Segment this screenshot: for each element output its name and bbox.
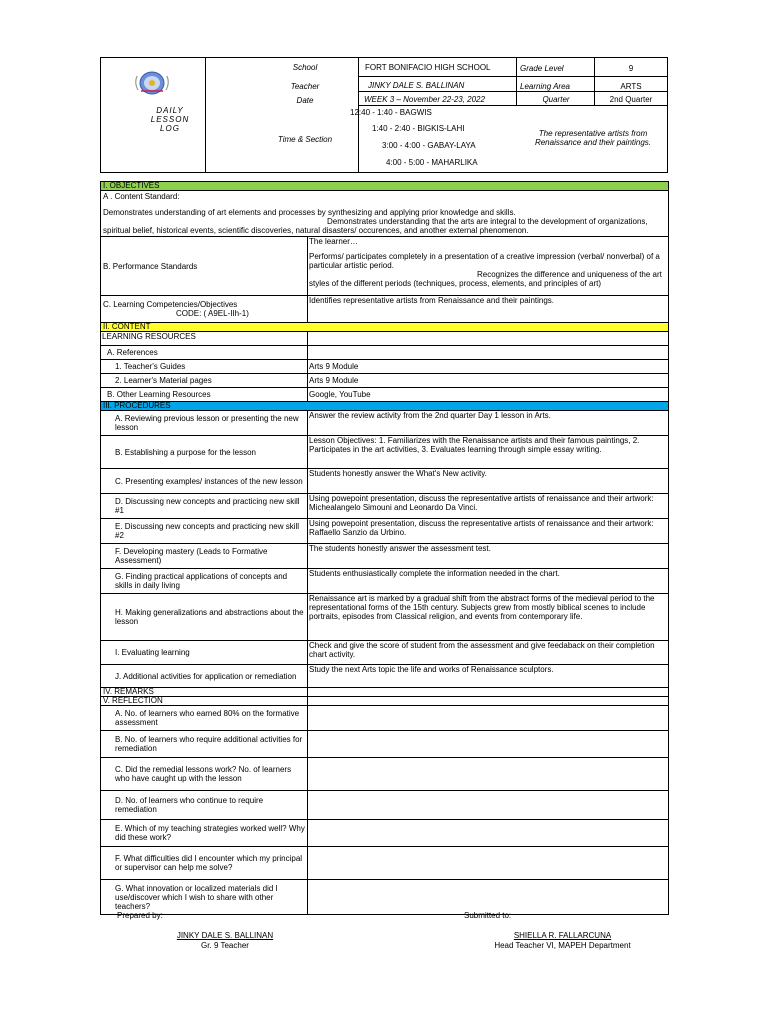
learners-pages-row — [101, 374, 669, 388]
references-row — [101, 346, 669, 360]
reflection-label: A. No. of learners who earned 80% on the formative assessment — [101, 706, 308, 731]
teachers-guides-value: Arts 9 Module — [308, 360, 669, 374]
competencies-text: Identifies representative artists from Renaissance and their paintings. — [308, 296, 669, 323]
header-divider — [358, 91, 668, 92]
procedure-row — [101, 469, 669, 494]
procedure-text: Renaissance art is marked by a gradual shift from the abstract forms of the medieval period to the representational forms of the 15th century. Subjects grew from mostly biblical scenes to include portraits, episodes from Classical religion, and events from contemporary life. — [308, 594, 669, 641]
prepared-by-name: JINKY DALE S. BALLINAN — [176, 931, 274, 940]
header-divider — [358, 76, 668, 77]
reflection-label: G. What innovation or localized materials did I use/discover which I wish to share with other teachers? — [101, 880, 308, 915]
learning-area-value: ARTS — [620, 82, 642, 91]
resources-heading: LEARNING RESOURCES — [101, 332, 308, 346]
procedure-label: E. Discussing new concepts and practicing new skill #2 — [101, 519, 308, 544]
header-divider — [358, 105, 668, 106]
other-resources-row — [101, 388, 669, 402]
teacher-label: Teacher — [290, 82, 320, 91]
performance-line-2: Performs/ participates completely in a presentation of a creative impression (verbal/ nonverbal) of a particular artistic period. — [309, 252, 660, 270]
procedure-text: Using powepoint presentation, discuss the representative artists of renaissance and their artwork: Raffaello Sanzio da Urbino. — [308, 519, 669, 544]
reflection-row — [101, 791, 669, 820]
procedure-text: Study the next Arts topic the life and works of Renaissance sculptors. — [308, 665, 669, 688]
competencies-label: C. Learning Competencies/Objectives — [103, 300, 238, 309]
reflection-label: B. No. of learners who require additional activities for remediation — [101, 731, 308, 758]
procedure-row — [101, 494, 669, 519]
header-divider — [594, 57, 595, 106]
reflection-row — [101, 758, 669, 791]
procedure-text: Students honestly answer the What's New activity. — [308, 469, 669, 494]
procedure-row — [101, 665, 669, 688]
procedure-text: Answer the review activity from the 2nd quarter Day 1 lesson in Arts. — [308, 411, 669, 436]
content-standard-label: A . Content Standard: — [103, 192, 180, 201]
prepared-by-title: Gr. 9 Teacher — [201, 941, 249, 950]
prepared-by-label: Prepared by: — [117, 911, 163, 920]
procedure-label: G. Finding practical applications of concepts and skills in daily living — [101, 569, 308, 594]
lesson-log-table — [100, 181, 669, 915]
teachers-guides-label: 1. Teacher's Guides — [101, 360, 308, 374]
procedure-row — [101, 411, 669, 436]
procedures-heading: III. PROCEDURES — [101, 402, 669, 411]
procedure-row — [101, 569, 669, 594]
teachers-guides-row — [101, 360, 669, 374]
references-label: A. References — [101, 346, 308, 360]
remarks-heading-row — [101, 688, 669, 697]
reflection-row — [101, 820, 669, 847]
procedure-row — [101, 544, 669, 569]
procedure-label: H. Making generalizations and abstractions about the lesson — [101, 594, 308, 641]
objectives-heading-row — [101, 182, 669, 191]
quarter-label: Quarter — [542, 95, 570, 104]
procedure-label: B. Establishing a purpose for the lesson — [101, 436, 308, 469]
date-label: Date — [296, 96, 314, 105]
reflection-row — [101, 706, 669, 731]
content-heading-row — [101, 323, 669, 332]
schedule-2: 1:40 - 2:40 - BIGKIS-LAHI — [372, 124, 465, 133]
learning-area-label: Learning Area — [520, 82, 570, 91]
other-resources-label: B. Other Learning Resources — [101, 388, 308, 402]
objectives-heading: I. OBJECTIVES — [101, 182, 669, 191]
procedure-text: Students enthusiastically complete the information needed in the chart. — [308, 569, 669, 594]
time-section-label: Time & Section — [277, 135, 333, 144]
remarks-heading: IV. REMARKS — [101, 688, 308, 697]
resources-heading-row — [101, 332, 669, 346]
procedure-label: D. Discussing new concepts and practicing new skill #1 — [101, 494, 308, 519]
procedure-row — [101, 594, 669, 641]
content-standard-text-2: Demonstrates understanding that the arts are integral to the development of organizations, spiritual belief, historical events, scientific discoveries, natural disasters/ occurences, and another external phenomenon. — [103, 217, 648, 235]
procedure-label: J. Additional activities for application or remediation — [101, 665, 308, 688]
performance-line-1: The learner… — [309, 237, 358, 246]
procedure-text: Lesson Objectives: 1. Familiarizes with the Renaissance artists and their famous paintings, 2. Participates in the art activities, 3. Evaluates learning through simple essay writing. — [308, 436, 669, 469]
grade-level-value: 9 — [628, 64, 634, 73]
header-divider — [516, 57, 517, 106]
schedule-1: 12:40 - 1:40 - BAGWIS — [350, 108, 432, 117]
procedures-heading-row — [101, 402, 669, 411]
procedure-text: Using powepoint presentation, discuss the representative artists of renaissance and their artwork: Michealangelo Simouni and Leonardo Da Vinci. — [308, 494, 669, 519]
deped-seal-icon — [131, 68, 173, 98]
reflection-heading: V. REFLECTION — [101, 697, 308, 706]
teacher-value: JINKY DALE S. BALLINAN — [368, 81, 465, 90]
date-value: WEEK 3 – November 22-23, 2022 — [364, 95, 485, 104]
performance-standards-row — [101, 237, 669, 296]
competencies-code: CODE: ( A9EL-IIh-1) — [176, 309, 249, 318]
header-divider — [205, 57, 206, 173]
submitted-to-label: Submitted to: — [464, 911, 512, 920]
performance-line-3: Recognizes the difference and uniqueness of the art styles of the different periods (techniques, process, elements, and principles of art) — [309, 270, 662, 288]
submitted-to-title: Head Teacher VI, MAPEH Department — [494, 941, 631, 950]
reflection-label: C. Did the remedial lessons work? No. of learners who have caught up with the lesson — [101, 758, 308, 791]
grade-level-label: Grade Level — [520, 64, 564, 73]
procedure-text: Check and give the score of student from the assessment and give feedaback on their completion chart activity. — [308, 641, 669, 665]
procedure-label: I. Evaluating learning — [101, 641, 308, 665]
reflection-row — [101, 880, 669, 915]
other-resources-value: Google, YouTube — [308, 388, 669, 402]
performance-standards-label: B. Performance Standards — [101, 237, 308, 296]
procedure-row — [101, 436, 669, 469]
submitted-to-name: SHIELLA R. FALLARCUNA — [513, 931, 612, 940]
reflection-label: F. What difficulties did I encounter which my principal or supervisor can help me solve? — [101, 847, 308, 880]
procedure-label: C. Presenting examples/ instances of the new lesson — [101, 469, 308, 494]
schedule-4: 4:00 - 5:00 - MAHARLIKA — [386, 158, 478, 167]
procedure-row — [101, 519, 669, 544]
reflection-row — [101, 731, 669, 758]
content-heading: II. CONTENT — [101, 323, 669, 332]
learners-pages-value: Arts 9 Module — [308, 374, 669, 388]
dll-title: DAILY LESSON LOG — [150, 106, 190, 133]
lesson-topic: The representative artists from Renaissance and their paintings. — [534, 129, 652, 147]
procedure-row — [101, 641, 669, 665]
procedure-label: F. Developing mastery (Leads to Formative Assessment) — [101, 544, 308, 569]
competencies-row — [101, 296, 669, 323]
procedure-text: The students honestly answer the assessment test. — [308, 544, 669, 569]
schedule-3: 3:00 - 4:00 - GABAY-LAYA — [382, 141, 476, 150]
quarter-value: 2nd Quarter — [609, 95, 653, 104]
reflection-label: E. Which of my teaching strategies worked well? Why did these work? — [101, 820, 308, 847]
reflection-row — [101, 847, 669, 880]
school-label: School — [292, 63, 318, 72]
reflection-label: D. No. of learners who continue to require remediation — [101, 791, 308, 820]
content-standard-text: Demonstrates understanding of art elements and processes by synthesizing and applying prior knowledge and skills. — [103, 208, 516, 217]
procedure-label: A. Reviewing previous lesson or presenting the new lesson — [101, 411, 308, 436]
school-value: FORT BONIFACIO HIGH SCHOOL — [365, 63, 491, 72]
content-standard-row — [101, 191, 669, 237]
learners-pages-label: 2. Learner's Material pages — [101, 374, 308, 388]
reflection-heading-row — [101, 697, 669, 706]
